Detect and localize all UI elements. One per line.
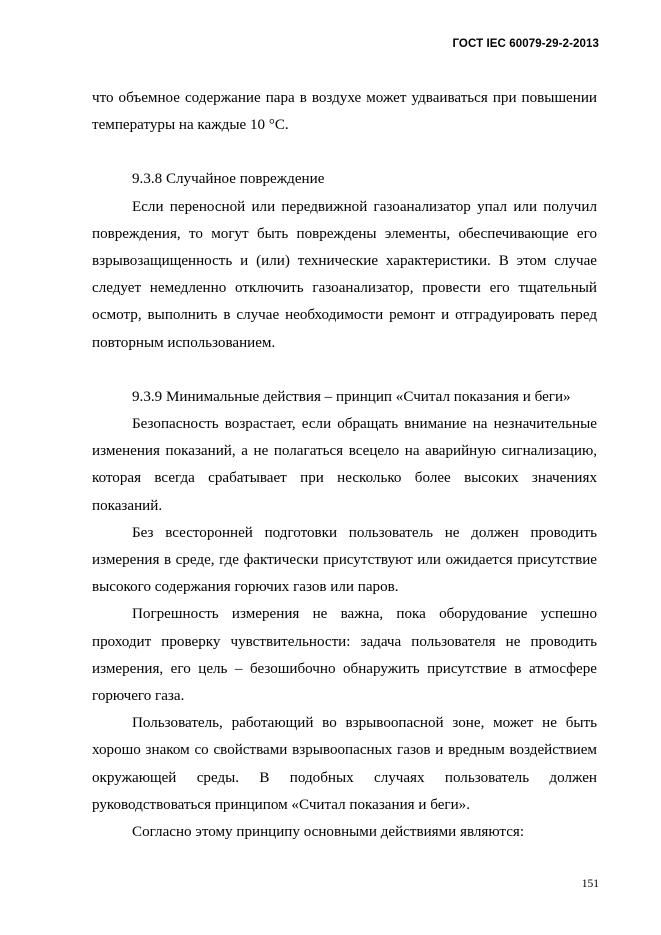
paragraph-training-requirement: Без всесторонней подготовки пользователь не должен проводить измерения в среде, где фактически присутствуют или ожидается присутствие высокого содержания горючих газов или паров. <box>92 524 597 596</box>
page-number: 151 <box>581 878 599 890</box>
paragraph-measurement-error: Погрешность измерения не важна, пока оборудование успешно проходит проверку чувствительности: задача пользователя не проводить измерения, его цель – безошибочно обнаружить присутствие в атмосфере горючего газа. <box>92 606 597 705</box>
paragraph-safety-increases: Безопасность возрастает, если обращать внимание на незначительные изменения показаний, а не полагаться всецело на аварийную сигнализацию, которая всегда срабатывает при несколько более высоких значениях показаний. <box>92 416 597 514</box>
paragraph-hazardous-zone-user: Пользователь, работающий во взрывоопасной зоне, может не быть хорошо знаком со свойствами взрывоопасных газов и вредным воздействием окружающей среды. В подобных случаях пользователь должен руководствоваться принципом «Считал показания и беги». <box>92 715 597 813</box>
paragraph-accidental-damage: Если переносной или передвижной газоанализатор упал или получил повреждения, то могут быть повреждены элементы, обеспечивающие его взрывозащищенность и (или) технические характеристики. В этом случае следует немедленно отключить газоанализатор, провести его тщательный осмотр, выполнить в случае необходимости ремонт и отградуировать перед повторным использованием. <box>92 198 597 351</box>
continuation-paragraph: что объемное содержание пара в воздухе может удваиваться при повышении температуры на каждые 10 °С. <box>92 90 597 134</box>
section-heading-9-3-9: 9.3.9 Минимальные действия – принцип «Считал показания и беги» <box>132 388 571 405</box>
document-code-header: ГОСТ IEC 60079-29-2-2013 <box>452 38 599 50</box>
section-heading-9-3-8: 9.3.8 Случайное повреждение <box>132 171 325 188</box>
page-body <box>92 85 597 846</box>
paragraph-main-actions-intro: Согласно этому принципу основными действиями являются: <box>132 824 525 841</box>
